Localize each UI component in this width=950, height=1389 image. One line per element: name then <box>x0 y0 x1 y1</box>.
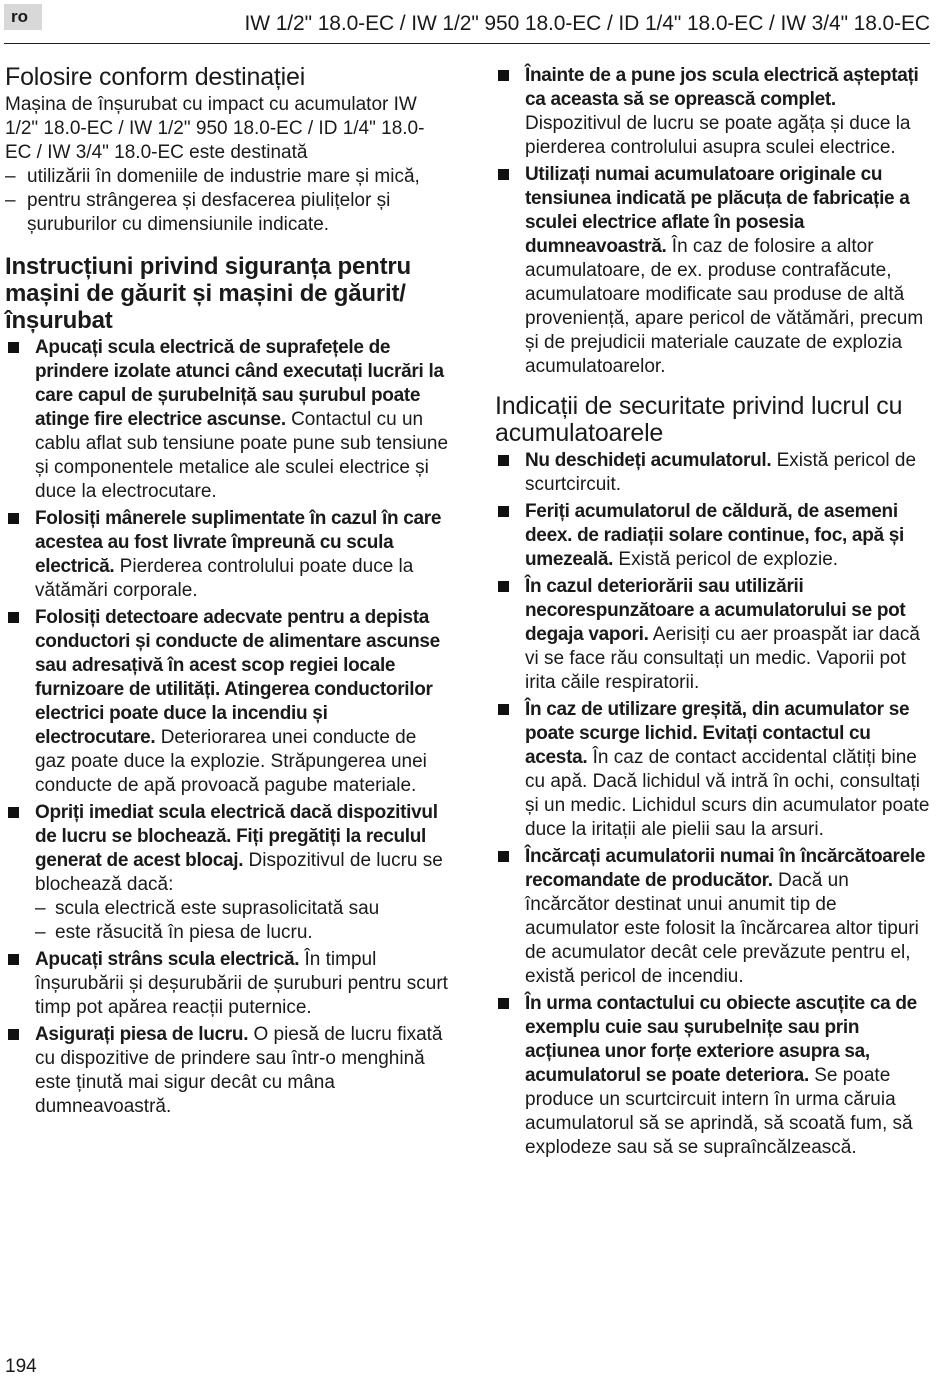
section-heading-safety-drills: Instrucțiuni privind siguranța pentru mașini de găurit și mașini de găurit/înșurubat <box>5 253 411 334</box>
sub-list-item-text: este răsucită în piesa de lucru. <box>55 922 313 943</box>
bullet-text: Se poate produce un scurtcircuit intern în urma căruia acumulatorul să se aprindă, să scoată fum, să explodeze sau să se supraîncălzească. <box>525 1065 913 1158</box>
safety-bullet <box>495 64 935 160</box>
bullet-text: Aerisiți cu aer proaspăt iar dacă vi se face rău consultați un medic. Vaporii pot irita căile respiratorii. <box>525 624 920 693</box>
square-bullet-icon <box>8 513 19 524</box>
bullet-text: Dispozitivul de lucru se blochează dacă: <box>35 850 443 895</box>
bullet-bold-text: În caz de utilizare greșită, din acumulator se poate scurge lichid. Evitați contactul cu acesta. <box>525 699 910 768</box>
square-bullet-icon <box>498 169 509 180</box>
battery-bullet <box>495 500 935 572</box>
safety-bullet <box>5 1023 450 1119</box>
square-bullet-icon <box>498 998 509 1009</box>
bullet-text: Dacă un încărcător destinat unui anumit tip de acumulator este folosit la încărcarea altor tipuri de acumulator decât cele prevăzute pentru el, există pericol de incendiu. <box>525 870 919 987</box>
bullet-text: O piesă de lucru fixată cu dispozitive de prindere sau într-o menghină este ținută mai sigur decât cu mâna dumneavoastră. <box>35 1024 443 1117</box>
bullet-bold-text: Încărcați acumulatorii numai în încărcătoarele recomandate de producător. <box>525 846 926 891</box>
bullet-text: În caz de contact accidental clătiți bine cu apă. Dacă lichidul vă intră în ochi, consultați și un medic. Lichidul scurs din acumulator poate duce la iritații ale pielii sau la arsuri. <box>525 747 930 840</box>
safety-bullet <box>5 507 450 603</box>
square-bullet-icon <box>8 342 19 353</box>
bullet-bold-text: Înainte de a pune jos scula electrică așteptați ca aceasta să se oprească complet. <box>525 65 919 110</box>
square-bullet-icon <box>498 506 509 517</box>
section-heading-intended-use: Folosire conform destinației <box>5 63 306 91</box>
bullet-bold-text: Folosiți detectoare adecvate pentru a depista conductori și conducte de alimentare ascunse sau adresațivă în acest scop regiei locale furnizoare de utilități. Atingerea conductorilor electrici poate duce la incendiu și electrocutare. <box>35 607 440 748</box>
dash-marker: – <box>35 922 46 943</box>
square-bullet-icon <box>8 807 19 818</box>
bullet-bold-text: Apucați scula electrică de suprafețele de prindere izolate atunci când executați lucrări la care capul de șurubelniță sau șurubul poate atinge fire electrice ascunse. <box>35 337 444 430</box>
left-column <box>5 64 450 1122</box>
sub-list-item <box>35 897 450 921</box>
bullet-bold-text: În cazul deteriorării sau utilizării necorespunzătoare a acumulatorului se pot degaja vapori. <box>525 576 906 645</box>
bullet-text: Contactul cu un cablu aflat sub tensiune poate pune sub tensiune și componentele metalice ale sculei electrice și duce la electrocutare. <box>35 409 449 502</box>
bullet-bold-text: Nu deschideți acumulatorul. <box>525 450 772 471</box>
bullet-bold-text: Utilizați numai acumulatoare originale cu tensiunea indicată pe plăcuța de fabricație a sculei electrice aflate în posesia dumneavoastră. <box>525 164 910 257</box>
safety-bullet <box>5 336 450 504</box>
square-bullet-icon <box>8 954 19 965</box>
safety-bullet <box>5 801 450 945</box>
battery-bullet <box>495 575 935 695</box>
safety-bullet <box>5 606 450 798</box>
square-bullet-icon <box>498 851 509 862</box>
page-number: 194 <box>5 1356 37 1377</box>
dash-marker: – <box>5 190 16 211</box>
square-bullet-icon <box>8 1029 19 1040</box>
bullet-text: Există pericol de explozie. <box>613 549 839 570</box>
dash-marker: – <box>5 166 16 187</box>
sub-list-item-text: scula electrică este suprasolicitată sau <box>55 898 380 919</box>
bullet-bold-text: Asigurați piesa de lucru. <box>35 1024 249 1045</box>
intended-use-intro: Mașina de înșurubat cu impact cu acumulator IW 1/2" 18.0-EC / IW 1/2" 950 18.0-EC / ID 1/4" 18.0-EC / IW 3/4" 18.0-EC este destinată <box>5 94 425 163</box>
section-heading-battery-safety: Indicații de securitate privind lucrul cu acumulatoarele <box>495 392 903 447</box>
bullet-text: Există pericol de scurtcircuit. <box>525 450 917 495</box>
battery-bullet <box>495 698 935 842</box>
square-bullet-icon <box>498 70 509 81</box>
safety-bullet <box>5 948 450 1020</box>
language-tab: ro <box>4 4 42 30</box>
bullet-bold-text: Feriți acumulatorul de căldură, de asemeni deex. de radiații solare continue, foc, apă și umezeală. <box>525 501 904 570</box>
header-divider <box>4 43 930 44</box>
right-column <box>495 64 935 1163</box>
safety-bullet <box>495 163 935 379</box>
bullet-text: Deteriorarea unei conducte de gaz poate duce la explozie. Străpungerea unei conducte de apă provoacă pagube materiale. <box>35 727 427 796</box>
list-item-text: utilizării în domeniile de industrie mare și mică, <box>27 166 420 187</box>
dash-marker: – <box>35 898 46 919</box>
sub-list-item <box>35 921 450 945</box>
square-bullet-icon <box>498 581 509 592</box>
list-item <box>5 165 450 189</box>
bullet-text: În caz de folosire a altor acumulatoare, de ex. produse contrafăcute, acumulatoare modificate sau produse de altă proveniență, apare pericol de vătămări, precum și de prejudicii materiale cauzate de explozia acumulatoarelor. <box>525 236 924 377</box>
bullet-text: În timpul înșurubării și deșurubării de șuruburi pentru scurt timp pot apărea reacții puternice. <box>35 949 448 1018</box>
square-bullet-icon <box>8 612 19 623</box>
list-item-text: pentru strângerea și desfacerea piulițelor și șuruburilor cu dimensiunile indicate. <box>27 190 391 235</box>
list-item <box>5 189 450 237</box>
battery-bullet <box>495 449 935 497</box>
bullet-bold-text: În urma contactului cu obiecte ascuțite ca de exemplu cuie sau șurubelnițe sau prin acțiunea unor forțe exteriore asupra sa, acumulatorul se poate deteriora. <box>525 993 917 1086</box>
square-bullet-icon <box>498 455 509 466</box>
bullet-bold-text: Opriți imediat scula electrică dacă dispozitivul de lucru se blochează. Fiți pregătiți la reculul generat de acest blocaj. <box>35 802 438 871</box>
battery-bullet <box>495 992 935 1160</box>
bullet-bold-text: Folosiți mânerele suplimentate în cazul în care acestea au fost livrate împreună cu scula electrică. <box>35 508 442 577</box>
bullet-text: Pierderea controlului poate duce la vătămări corporale. <box>35 556 414 601</box>
header-title: IW 1/2" 18.0-EC / IW 1/2" 950 18.0-EC / ID 1/4" 18.0-EC / IW 3/4" 18.0-EC <box>244 12 930 35</box>
bullet-bold-text: Apucați strâns scula electrică. <box>35 949 300 970</box>
battery-bullet <box>495 845 935 989</box>
bullet-text: Dispozitivul de lucru se poate agăța și duce la pierderea controlului asupra sculei electrice. <box>525 113 911 158</box>
square-bullet-icon <box>498 704 509 715</box>
